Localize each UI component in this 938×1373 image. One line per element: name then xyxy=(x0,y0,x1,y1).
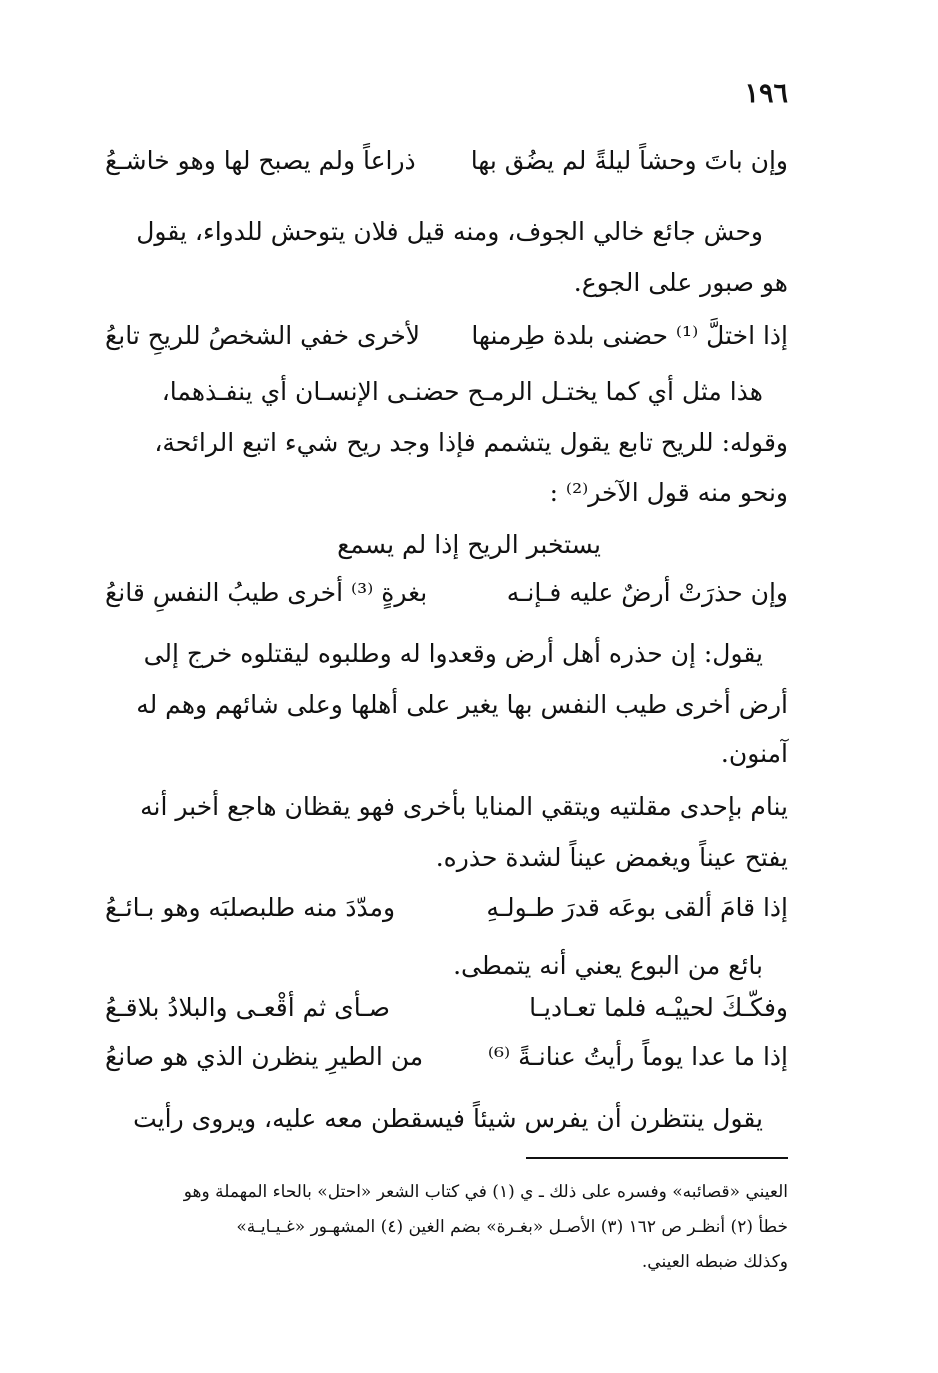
verse-line xyxy=(105,573,788,613)
verse-second-hemistich: ومدّدَ منه طلبصلبَه وهو بـائـعُ xyxy=(105,893,396,922)
prose-line: آمنون. xyxy=(720,739,788,768)
verse-second-hemistich: ذراعاً ولم يصبح لها وهو خاشـعُ xyxy=(105,146,416,175)
verse-line xyxy=(105,888,788,928)
prose-line: وقوله: للريح تابع يقول يتشمم فإذا وجد ريح شيء اتبع الرائحة، xyxy=(154,428,788,457)
prose-line: يقول ينتظرن أن يفرس شيئاً فيسقطن معه عليه، ويروى رأيت xyxy=(133,1104,763,1133)
verse-line xyxy=(105,141,788,181)
verse-first-hemistich: وفكّـكَ لحييْـه فلما تعـاديـا xyxy=(529,993,788,1022)
footnote-separator xyxy=(526,1157,788,1159)
footnote-line: العيني «قصائبه» وفسره على ذلك ـ ي (١) في كتاب الشعر «احتل» بالحاء المهملة وهو xyxy=(183,1182,788,1202)
verse-first-hemistich: إذا اختلَّ ⁽¹⁾ حضنى بلدة طِرمنها xyxy=(471,321,788,350)
verse-first-hemistich: إذا ما عدا يوماً رأيتُ عنانـةً ⁽⁶⁾ xyxy=(487,1042,788,1071)
footnote-line: خطأ (٢) أنظـر ص ١٦٢ (٣) الأصـل «بغـرة» بضم الغين (٤) المشهـور «غـيـايـة» xyxy=(236,1217,788,1237)
centered-verse: يستخبر الريح إذا لم يسمع xyxy=(337,530,601,559)
page-number: ١٩٦ xyxy=(744,78,788,109)
prose-line: وحش جائع خالي الجوف، ومنه قيل فلان يتوحش للدواء، يقول xyxy=(136,217,763,246)
verse-first-hemistich: وإن حذرَتْ أرضٌ عليه فـإنـه xyxy=(506,578,788,607)
prose-line: هو صبور على الجوع. xyxy=(573,268,788,297)
verse-line xyxy=(105,1037,788,1077)
verse-second-hemistich: لأخرى خفي الشخصُ للريحِ تابعُ xyxy=(105,321,421,350)
prose-line: أرض أخرى طيب النفس بها يغير على أهلها وعلى شائهم وهم له xyxy=(136,690,788,719)
verse-line xyxy=(105,988,788,1028)
prose-line: يقول: إن حذره أهل أرض وقعدوا له وطلبوه ليقتلوه خرج إلى xyxy=(143,639,763,668)
verse-line xyxy=(105,316,788,356)
verse-second-hemistich: بغرةٍ ⁽³⁾ أخرى طيبُ النفسِ قانعُ xyxy=(105,578,428,607)
footnote-line: وكذلك ضبطه العيني. xyxy=(641,1252,788,1272)
verse-second-hemistich: من الطيرِ ينظرن الذي هو صانعُ xyxy=(105,1042,424,1071)
prose-line: ونحو منه قول الآخر⁽²⁾ : xyxy=(549,478,788,507)
prose-line: هذا مثل أي كما يختـل الرمـح حضنـى الإنسـان أي ينفـذهما، xyxy=(161,377,763,406)
verse-first-hemistich: إذا قامَ ألقى بوعَه قدرَ طـولـهِ xyxy=(486,893,788,922)
verse-first-hemistich: وإن باتَ وحشاً ليلةً لم يضُق بها xyxy=(470,146,788,175)
prose-line: ينام بإحدى مقلتيه ويتقي المنايا بأخرى فهو يقظان هاجع أخبر أنه xyxy=(140,792,788,821)
prose-line: يفتح عيناً ويغمض عيناً لشدة حذره. xyxy=(435,843,788,872)
verse-second-hemistich: صـأى ثم أقْعـى والبلادُ بلاقـعُ xyxy=(105,993,390,1022)
prose-line: بائع من البوع يعني أنه يتمطى. xyxy=(453,951,763,980)
